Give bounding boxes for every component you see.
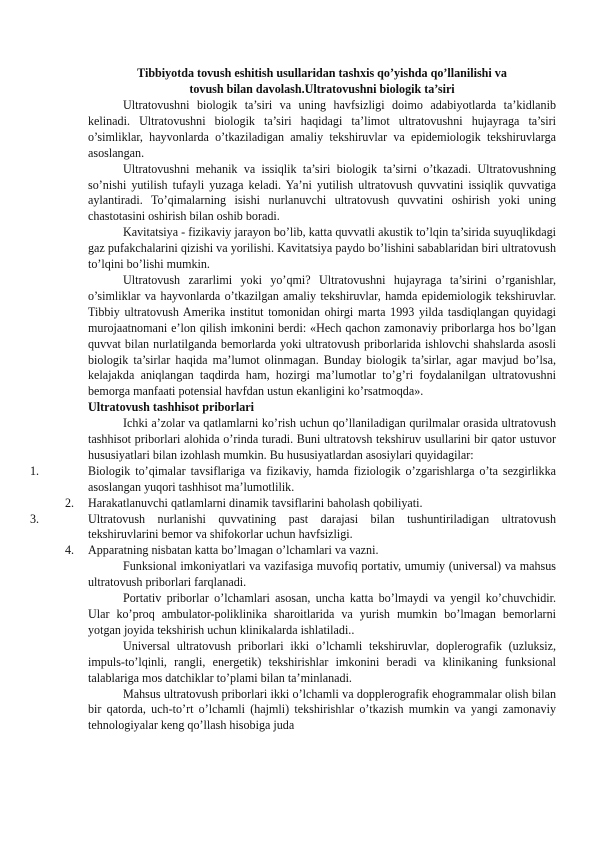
list-item [30,463,556,496]
paragraph: Mahsus ultratovush priborlari ikki o’lchamli va dopplerografik ehogrammalar olish bilan bir qatorda, uch-to’rt o’lchamli (hajmli) tekshirishlar o’tkazish mumkin va yangi zamonaviy tehnologiyalar keng qo’llash hisobiga juda [88,686,556,733]
title-line-2: tovush bilan davolash.Ultratovushni biologik ta’siri [189,81,455,96]
list-number: 1. [30,463,40,478]
list-item [30,511,556,544]
list-text: Ultratovush nurlanishi quvvatining past darajasi bilan tushuntiriladigan ultratovush tekshiruvlarini bemor va shifokorlar uchun havfsizligi. [88,511,556,542]
section-heading: Ultratovush tashhisot priborlari [88,400,254,415]
list-number: 3. [30,511,40,526]
paragraph: Portativ priborlar o’lchamlari asosan, uncha katta bo’lmaydi va yengil ko’chuvchidir. Ular ko’proq ambulator-poliklinika sharoitlarida va yurish mumkin bo’lmagan bemorlarni yotgan joyida tekshirish uchun klinikalarda ishlatiladi.. [88,591,556,637]
list-number: 2. [65,495,75,510]
paragraph: Ultratovushni biologik ta’siri va uning havfsizligi doimo adabiyotlarda ta’kidlanib kelinadi. Ultratovushni biologik ta’siri haqidagi ta’limot ultratovushni hujayraga ta’siri o’simliklar, hayvonlarda o’tkaziladigan amaliy tekshiruvlar va epidemiologik tekshiruvlarga asoslangan. [88,98,556,160]
list-item [65,495,556,512]
paragraph: Funksional imkoniyatlari va vazifasiga muvofiq portativ, umumiy (universal) va mahsus ultratovush priborlari farqlanadi. [88,559,556,590]
document-body [30,98,556,734]
list-number: 4. [65,543,75,558]
title-line-1: Tibbiyotda tovush eshitish usullaridan tashxis qo’yishda qo’llanilishi va [137,66,507,80]
document-title [88,66,556,98]
list-text: Apparatning nisbatan katta bo’lmagan o’lchamlari va vazni. [88,543,379,558]
list-text: Biologik to’qimalar tavsiflariga va fizikaviy, hamda fiziologik o’zgarishlarga o’ta sezgirlikka asoslangan yuqori tashhisot ma’lumotlilik. [88,463,556,494]
paragraph: Ultratovush zararlimi yoki yo’qmi? Ultratovushni hujayraga ta’sirini o’rganishlar, o’simliklar va hayvonlarda o’tkazilgan amaliy tekshiruvlar, hamda epidemiologik tekshiruvlar. Tibbiy ultratovush Amerika institut tomonidan ohirgi marta 1993 yilda tasdiqlangan quyidagi murojaatnomani e’lon qilish imkonini berdi: «Hech qachon zamonaviy priborlarga hos bo’lgan quvvat bilan nurlatilganda bemorlarda yoki ultratovush priborlarida ishlovchi shahslarda asosli biologik ta’sirlar haqida ma’lumot olinmagan. Bunday biologik ta’sirlar, agar mavjud bo’lsa, kelajakda aniqlangan taqdirda ham, hozirgi ma’lumotlar to’g’ri foydalanilgan ultratovushni bemorga manfaati potensial havfdan ustun ekanligini ko’rsatmoqda». [88,272,556,399]
paragraph: Universal ultratovush priborlari ikki o’lchamli tekshiruvlar, doplerografik (uzluksiz, impuls-to’lqinli, rangli, energetik) tekshirishlar imkonini beradi va klinikaning funksional talablariga mos datchiklar to’plami bilan ta’minlanadi. [88,638,556,685]
paragraph: Kavitatsiya - fizikaviy jarayon bo’lib, katta quvvatli akustik to’lqin ta’sirida suyuqlikdagi gaz pufakchalarini qizishi va yorilishi. Kavitatsiya paydo bo’lishini sabablaridan biri ultratovush to’lqini bo’lishi mumkin. [88,225,556,272]
paragraph: Ichki a’zolar va qatlamlarni ko’rish uchun qo’llaniladigan qurilmalar orasida ultratovush tashhisot priborlari alohida o’rinda turadi. Buni ultratovsh tekshiruv usullarini bir qator ustuvor hususiyatlari bilan izohlash mumkin. Bu hususiyatlardan asosiylari quyidagilar: [88,416,556,462]
list-text: Harakatlanuvchi qatlamlarni dinamik tavsiflarini baholash qobiliyati. [88,495,423,510]
list-item [65,543,556,559]
paragraph: Ultratovushni mehanik va issiqlik ta’siri biologik ta’sirni o’tkazadi. Ultratovushning so’nishi yutilish tufayli yuzaga keladi. Ya’ni yutilish ultratovush quvvatini issiqlik quvvatiga aylantiradi. To’qimalarning isishi nurlanuvchi ultratovush quvvatini oshirish yoki uning chastotasini oshirish bilan oshib boradi. [88,161,556,224]
